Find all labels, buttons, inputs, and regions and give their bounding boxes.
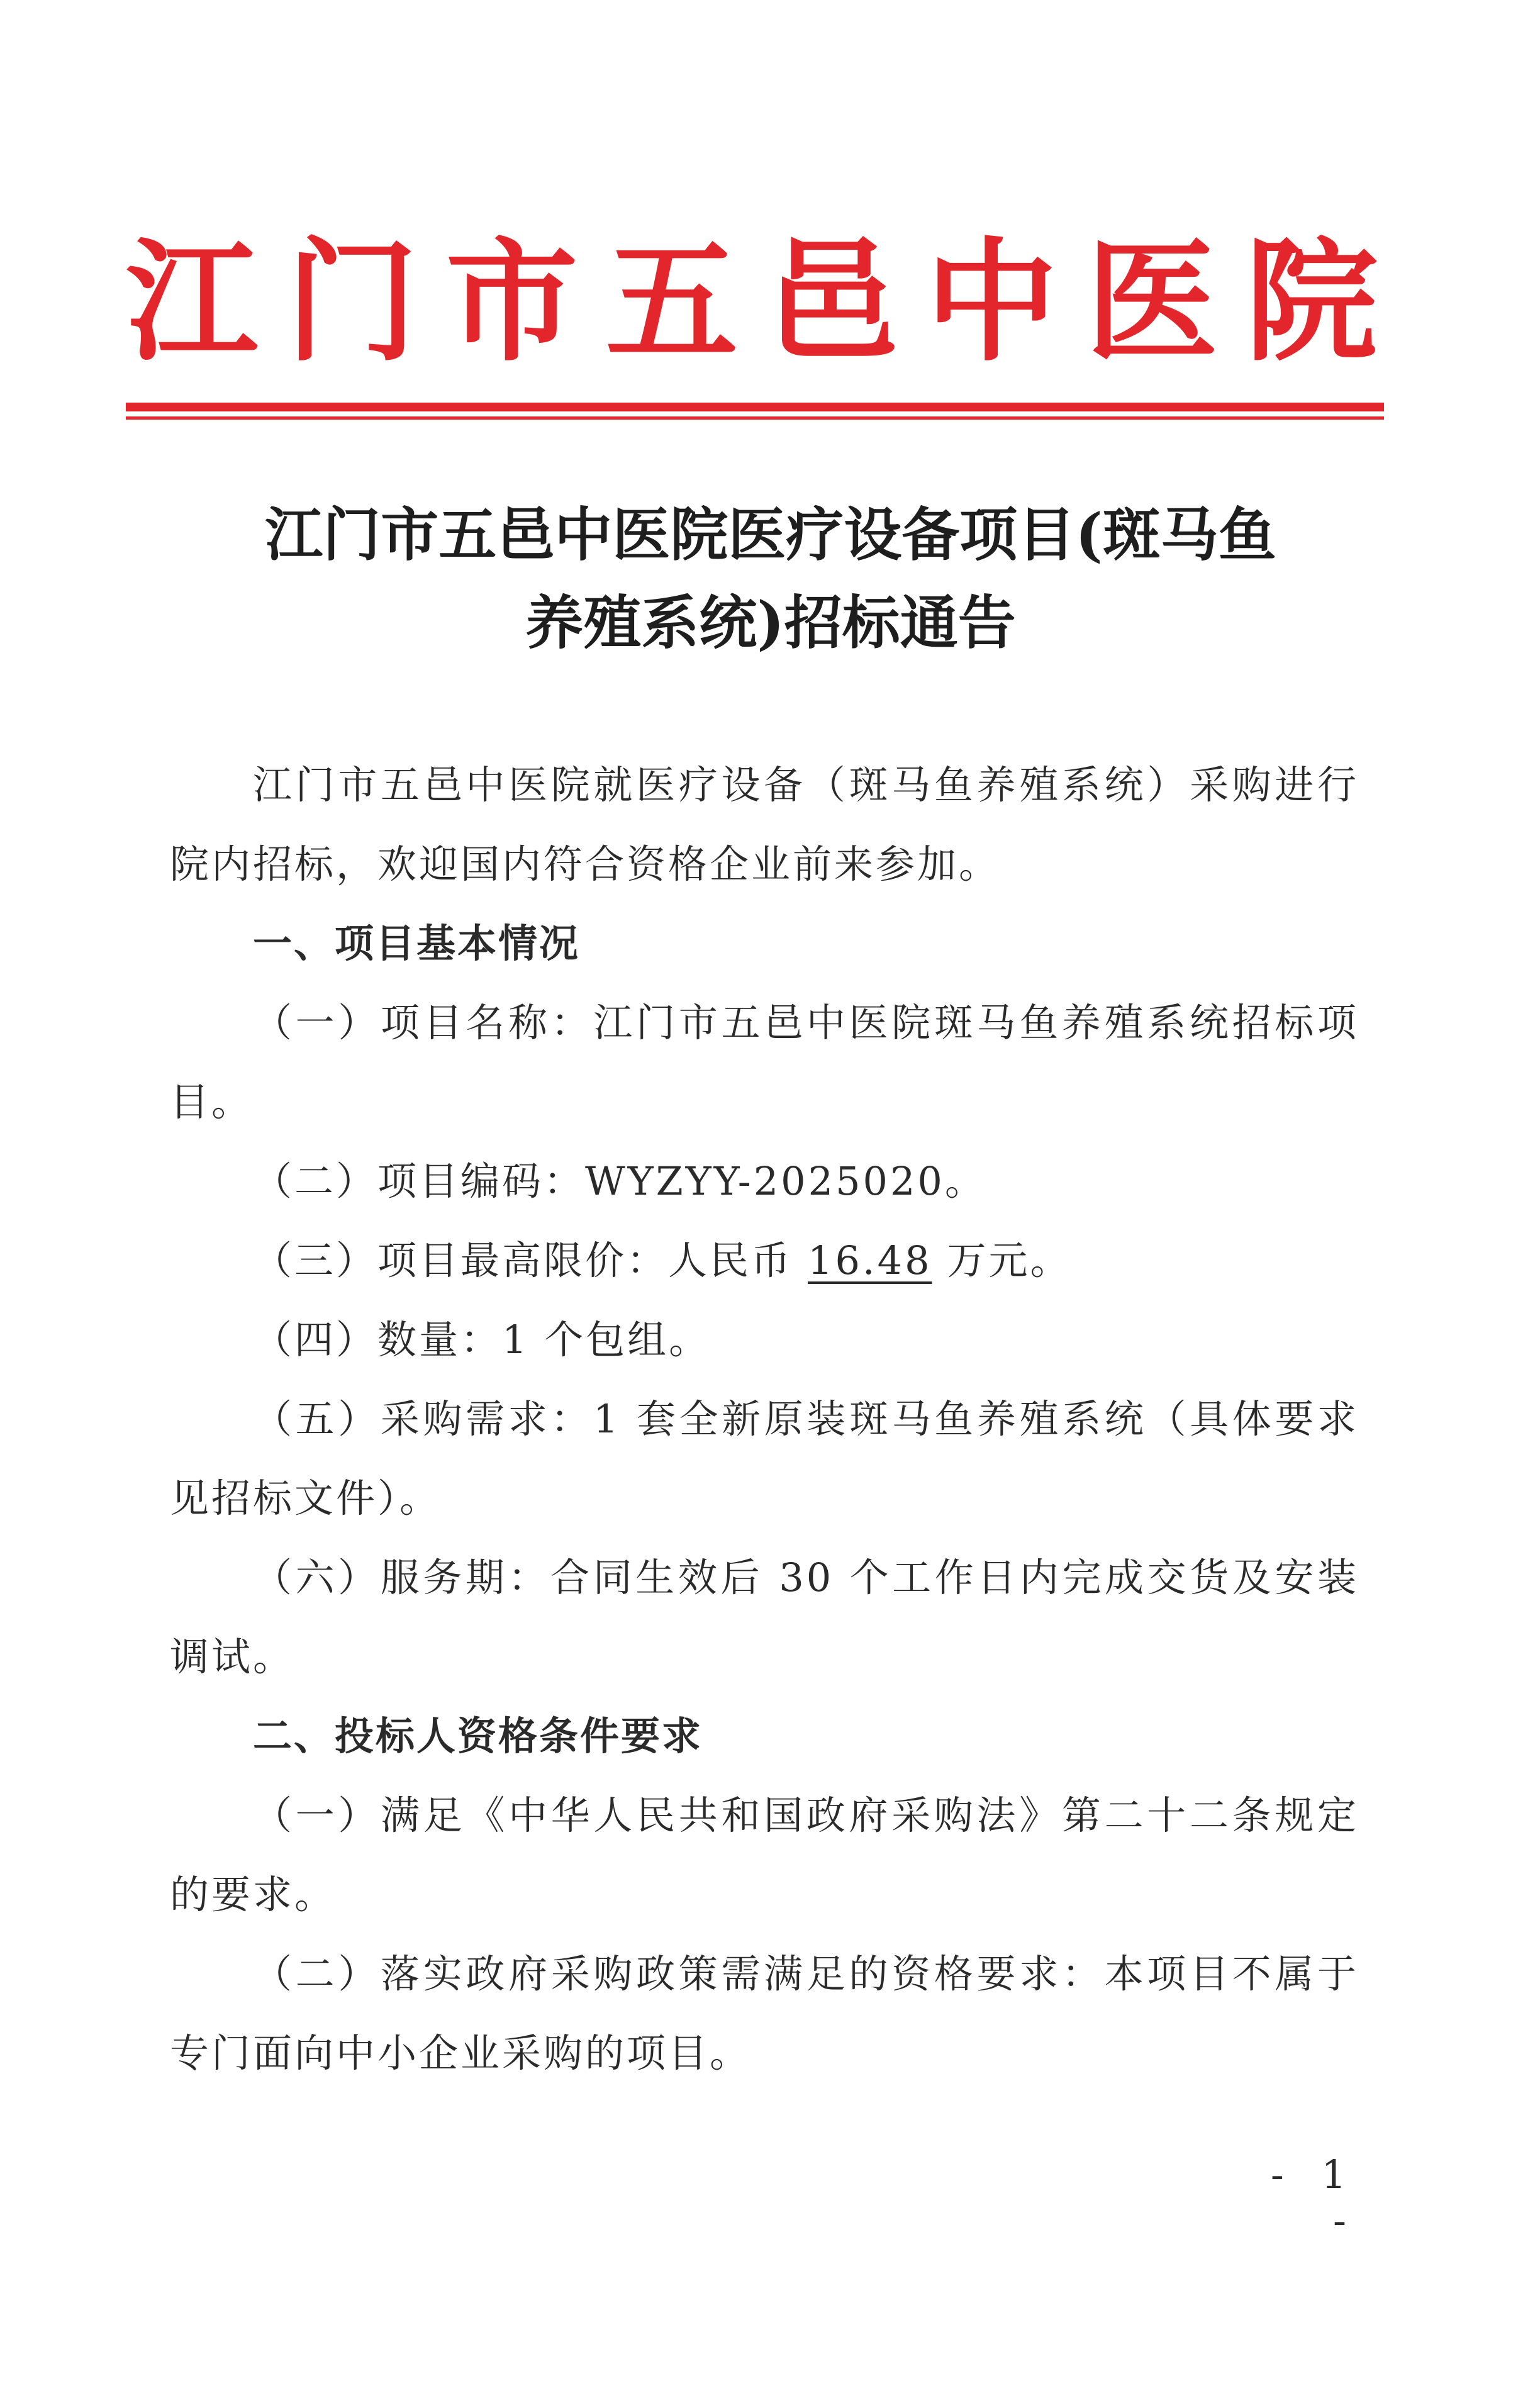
letterhead-char: 五 xyxy=(605,224,738,379)
letterhead-title xyxy=(126,208,1378,396)
project-max-price-item xyxy=(170,1221,1359,1300)
intro-paragraph: 江门市五邑中医院就医疗设备（斑马鱼养殖系统）采购进行院内招标，欢迎国内符合资格企业前来参加。 xyxy=(170,762,1359,887)
service-period-item: （六）服务期：合同生效后 30 个工作日内完成交货及安装调试。 xyxy=(170,1554,1359,1680)
section-heading-basic-info: 一、项目基本情况 xyxy=(253,920,581,966)
section-heading-qualifications: 二、投标人资格条件要求 xyxy=(253,1713,703,1759)
procurement-needs-item: （五）采购需求：1 套全新原装斑马鱼养殖系统（具体要求见招标文件）。 xyxy=(170,1396,1359,1521)
project-name-item: （一）项目名称：江门市五邑中医院斑马鱼养殖系统招标项目。 xyxy=(170,1000,1359,1125)
page-number: - 1 - xyxy=(1270,2151,1359,2243)
qualification-item-2: （二）落实政府采购政策需满足的资格要求：本项目不属于专门面向中小企业采购的项目。 xyxy=(170,1951,1359,2076)
document-title-line-1: 江门市五邑中医院医疗设备项目(斑马鱼 xyxy=(265,501,1276,569)
document-title-line-2: 养殖系统)招标通告 xyxy=(525,589,1016,657)
letterhead-char: 邑 xyxy=(766,224,898,379)
letterhead-char: 门 xyxy=(286,224,418,379)
document-body xyxy=(170,745,1359,2093)
letterhead-rule-thin xyxy=(126,416,1384,420)
qualification-item-1: （一）满足《中华人民共和国政府采购法》第二十二条规定的要求。 xyxy=(170,1792,1359,1917)
project-code-item: （二）项目编码：WYZYY-2025020。 xyxy=(253,1158,986,1204)
max-price-amount: 16.48 xyxy=(808,1237,932,1283)
letterhead-char: 中 xyxy=(925,224,1058,379)
letterhead-char: 江 xyxy=(126,224,259,379)
document-title xyxy=(189,491,1353,667)
max-price-prefix: （三）项目最高限价：人民币 xyxy=(253,1237,793,1283)
max-price-suffix: 万元。 xyxy=(947,1237,1072,1283)
letterhead-char: 市 xyxy=(445,224,578,379)
letterhead-char: 医 xyxy=(1085,224,1218,379)
quantity-item: （四）数量：1 个包组。 xyxy=(253,1317,711,1363)
letterhead-char: 院 xyxy=(1245,224,1378,379)
letterhead-rule-thick xyxy=(126,403,1384,411)
